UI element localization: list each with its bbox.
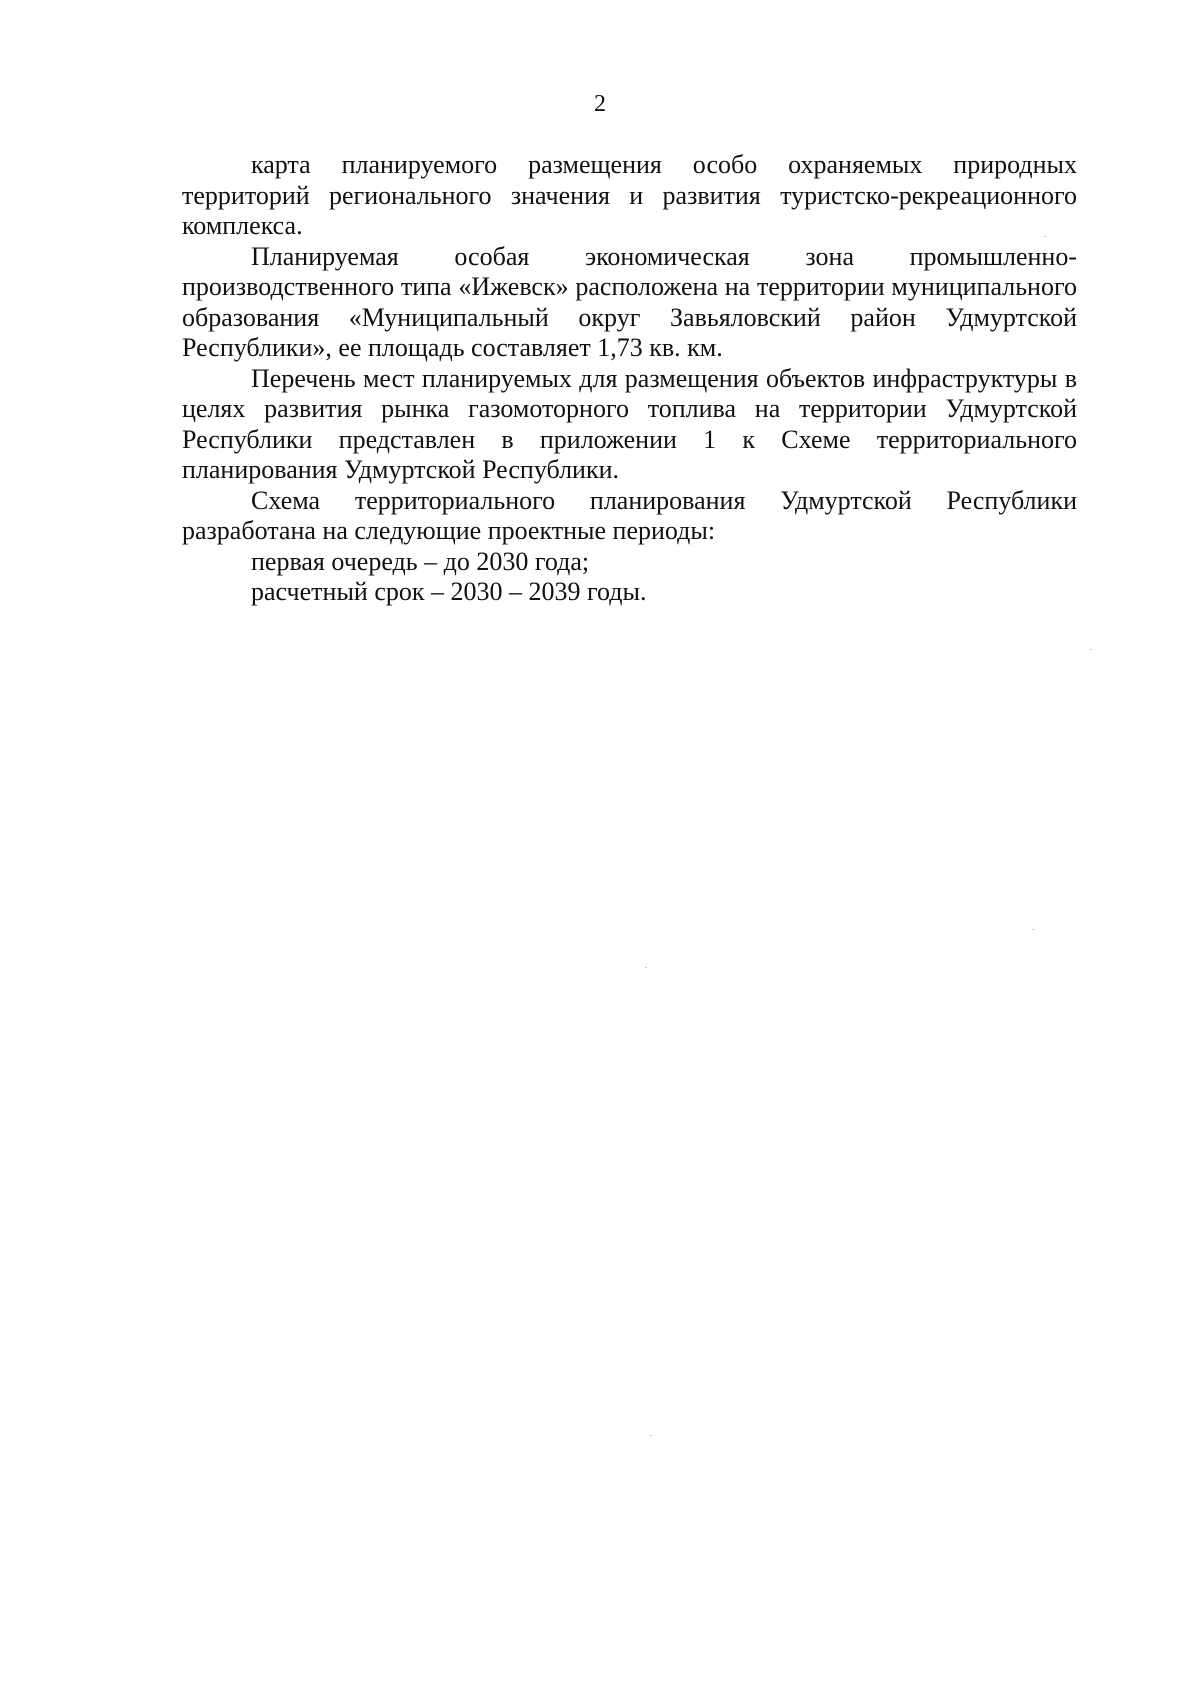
- scan-speck: [1032, 929, 1034, 930]
- paragraph-planning-periods: Схема территориального планирования Удмуртской Республики разработана на следующие проектные периоды:: [182, 485, 1077, 545]
- scan-speck: [1044, 236, 1046, 237]
- paragraph-economic-zone: Планируемая особая экономическая зона промышленно-производственного типа «Ижевск» расположена на территории муниципального образования «Муниципальный округ Завьяловский район Удмуртской Республики», ее площадь составляет 1,73 кв. км.: [182, 241, 1077, 362]
- scan-speck: [645, 967, 647, 968]
- paragraph-map-description: карта планируемого размещения особо охраняемых природных территорий регионального значения и развития туристско-рекреационного комплекса.: [182, 150, 1077, 240]
- paragraph-infrastructure-list: Перечень мест планируемых для размещения объектов инфраструктуры в целях развития рынка газомоторного топлива на территории Удмуртской Республики представлен в приложении 1 к Схеме территориального планирования Удмуртской Республики.: [182, 363, 1077, 484]
- paragraph-calculated-term: расчетный срок – 2030 – 2039 годы.: [251, 577, 647, 606]
- page-number: 2: [594, 91, 606, 117]
- paragraph-first-stage: первая очередь – до 2030 года;: [251, 546, 590, 576]
- scan-speck: [650, 1435, 652, 1436]
- document-body: [182, 150, 1077, 608]
- scan-speck: [1090, 649, 1092, 650]
